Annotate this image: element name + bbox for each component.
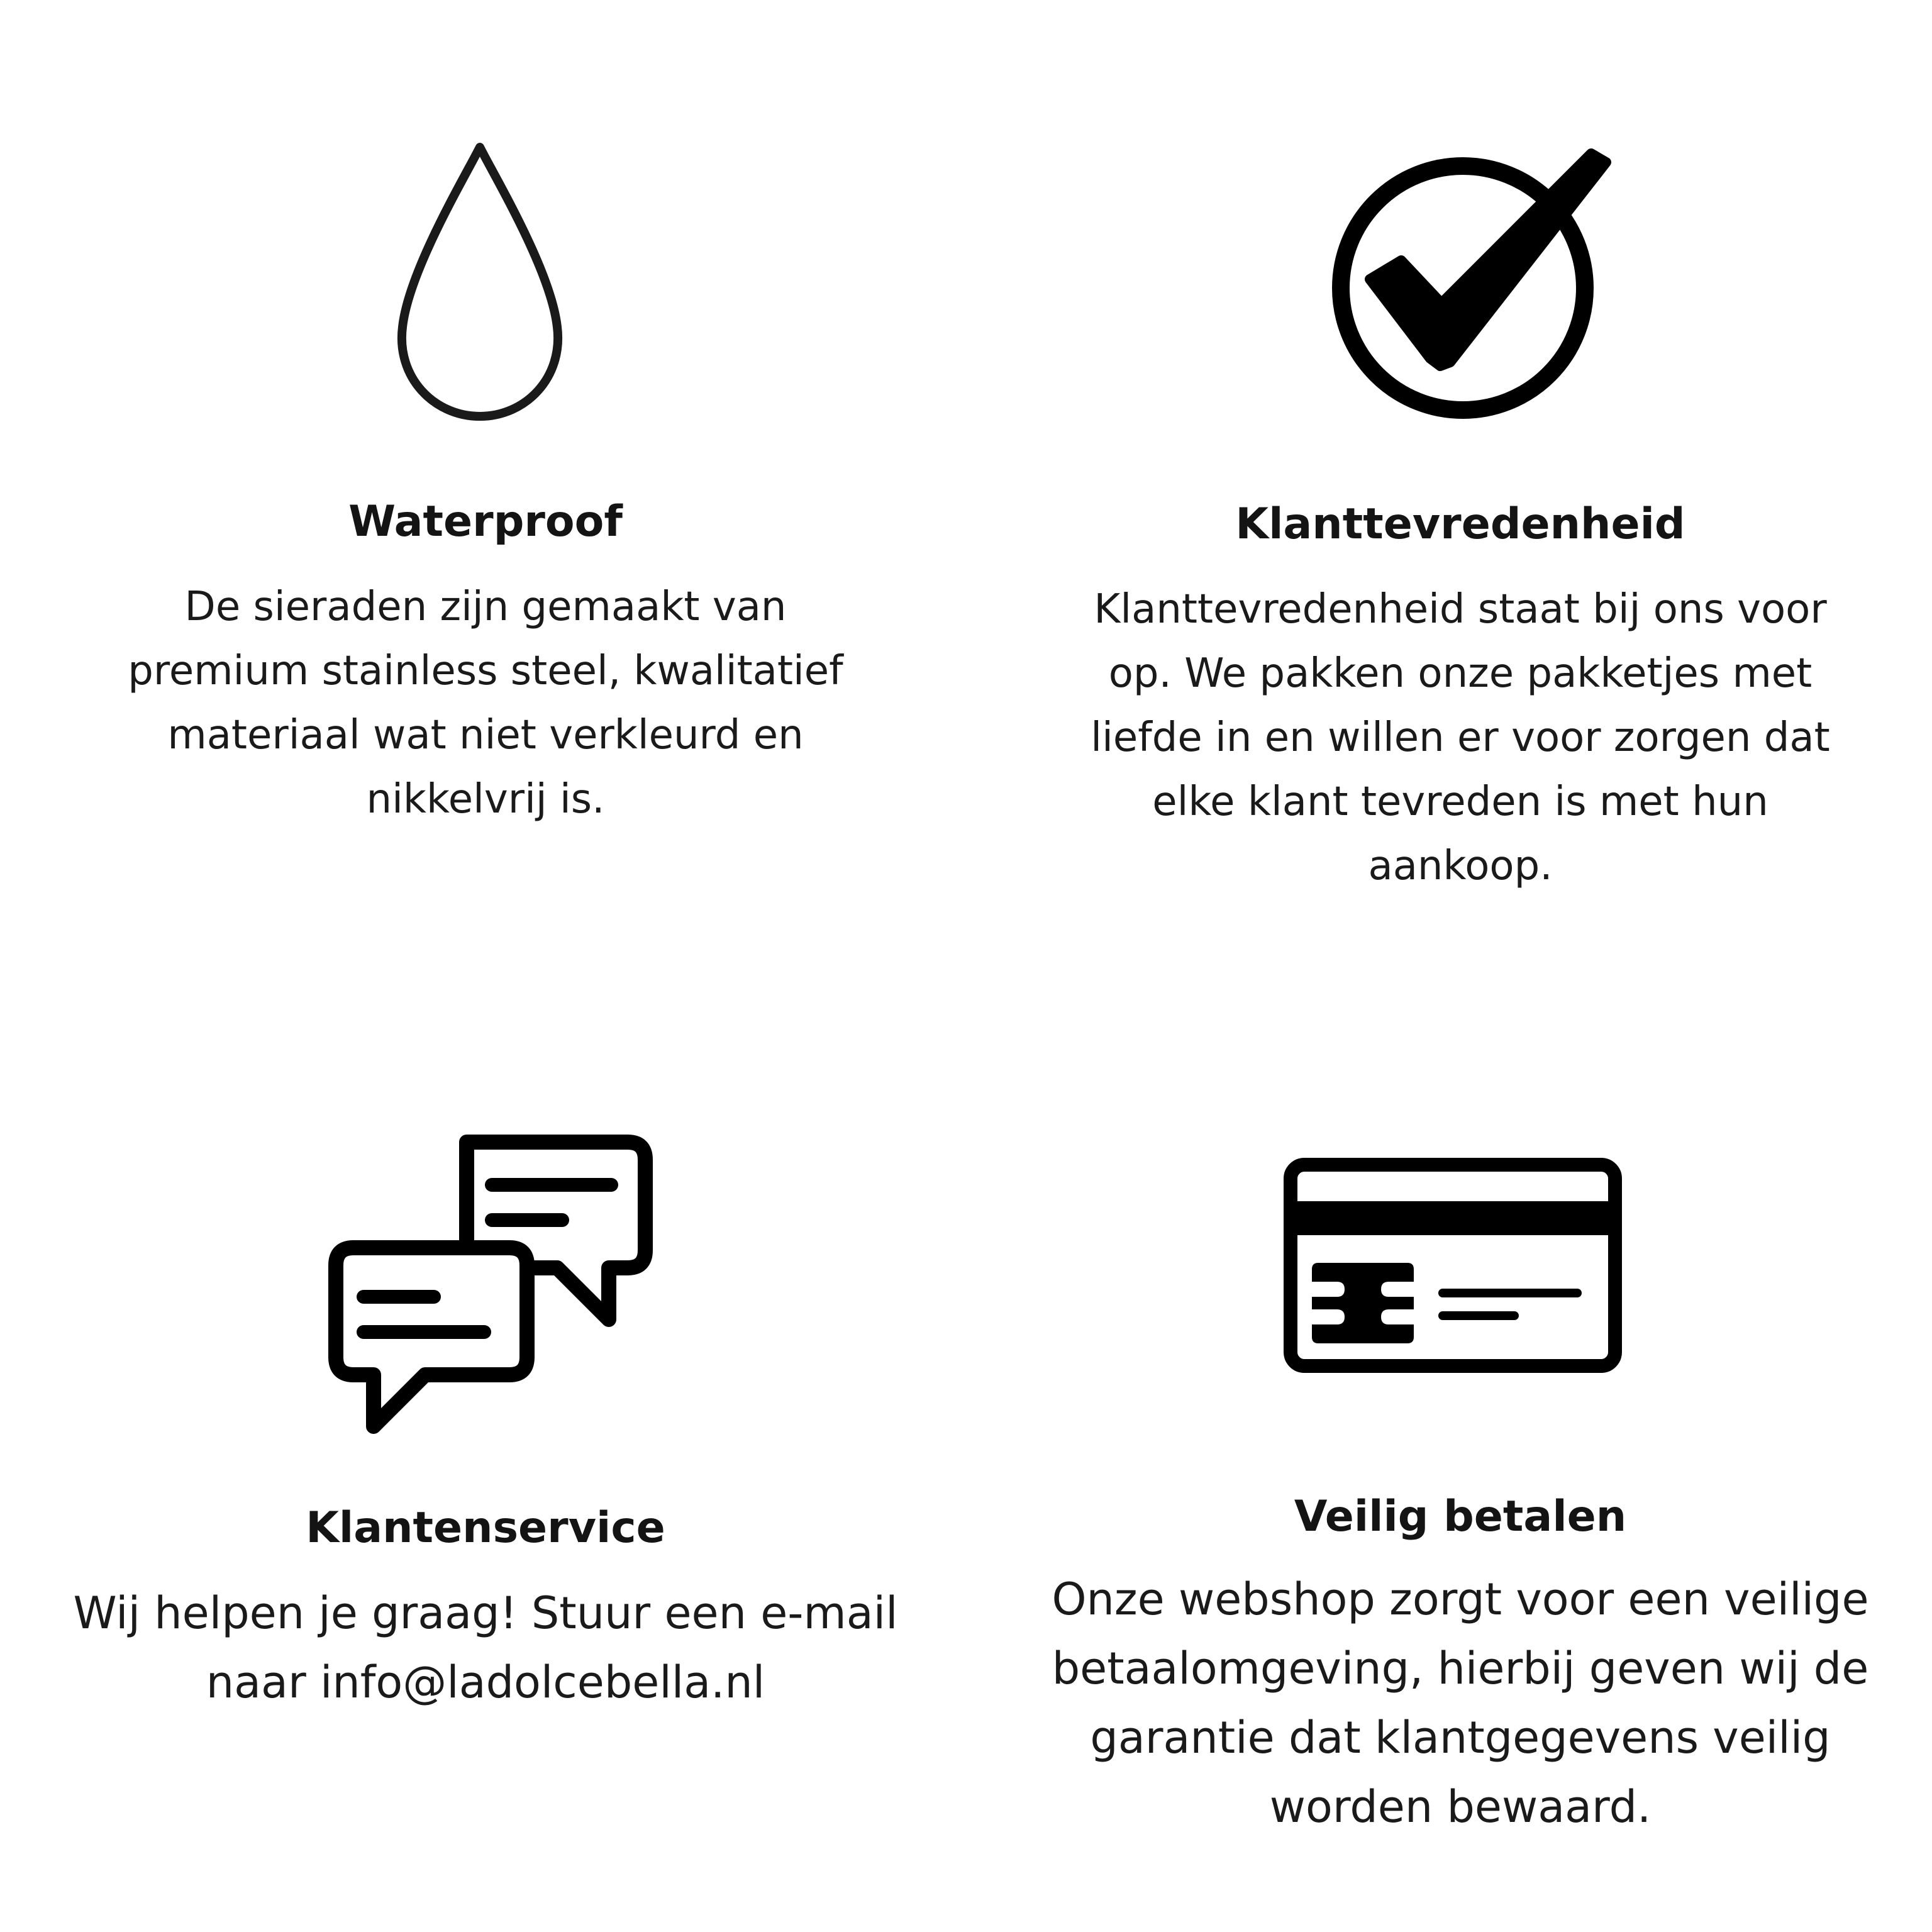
description-line: Onze webshop zorgt voor een veilige <box>1052 1574 1869 1625</box>
description-line: Wij helpen je graag! Stuur een e-mail <box>73 1587 898 1639</box>
description-line: aankoop. <box>1368 843 1553 889</box>
description-line: liefde in en willen er voor zorgen dat <box>1091 714 1830 761</box>
description-line: betaalomgeving, hierbij geven wij de <box>1052 1643 1869 1694</box>
description-line: op. We pakken onze pakketjes met <box>1108 650 1813 697</box>
feature-title-klantenservice: Klantenservice <box>306 1503 665 1553</box>
checkmark-circle-icon <box>1327 138 1616 428</box>
description-line: premium stainless steel, kwalitatief <box>128 648 843 694</box>
description-line: worden bewaard. <box>1269 1781 1652 1833</box>
feature-description-waterproof <box>77 575 894 831</box>
feature-title-veilig-betalen: Veilig betalen <box>1294 1492 1627 1541</box>
feature-description-veilig-betalen <box>1026 1565 1894 1841</box>
description-line: Klanttevredenheid staat bij ons voor <box>1094 586 1827 633</box>
description-line: garantie dat klantgegevens veilig <box>1090 1712 1831 1763</box>
feature-description-klanttevredenheid <box>1052 577 1869 898</box>
feature-description-klantenservice <box>52 1579 919 1717</box>
description-line: naar info@ladolcebella.nl <box>206 1657 765 1708</box>
description-line: De sieraden zijn gemaakt van <box>184 584 787 630</box>
feature-title-klanttevredenheid: Klanttevredenheid <box>1235 499 1685 549</box>
chat-bubbles-icon <box>321 1119 660 1459</box>
description-line: nikkelvrij is. <box>366 776 605 823</box>
water-drop-icon <box>384 138 572 428</box>
description-line: materiaal wat niet verkleurd en <box>167 712 804 758</box>
feature-title-waterproof: Waterproof <box>348 497 623 547</box>
credit-card-icon <box>1277 1151 1629 1390</box>
description-line: elke klant tevreden is met hun <box>1152 779 1768 825</box>
